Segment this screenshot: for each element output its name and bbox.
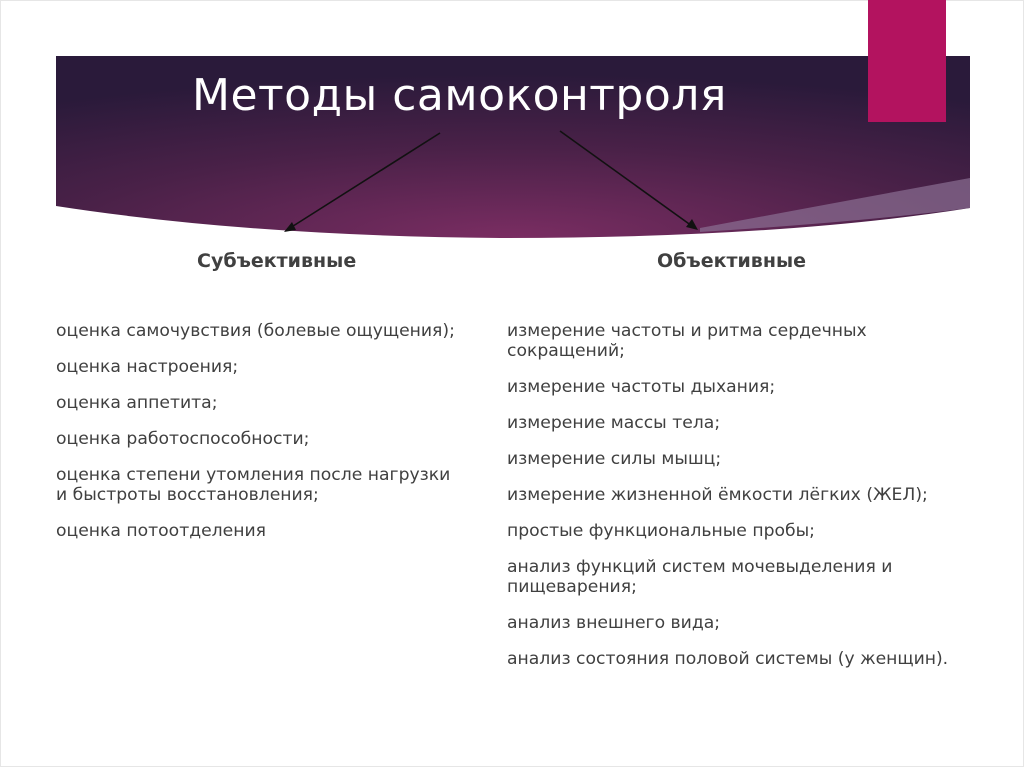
list-item: анализ состояния половой системы (у женщин). (507, 649, 949, 669)
list-item: измерение частоты и ритма сердечных сокращений; (507, 321, 867, 361)
accent-rectangle (868, 0, 946, 122)
list-item: оценка настроения; (56, 357, 239, 377)
list-item: оценка работоспособности; (56, 429, 310, 449)
list-item: измерение жизненной ёмкости лёгких (ЖЕЛ); (507, 485, 928, 505)
list-item: оценка аппетита; (56, 393, 218, 413)
list-item: простые функциональные пробы; (507, 521, 815, 541)
subjective-header: Субъективные (197, 250, 357, 272)
objective-list (507, 321, 977, 685)
list-item: оценка самочувствия (болевые ощущения); (56, 321, 455, 341)
objective-header: Объективные (657, 250, 807, 272)
slide-title: Методы самоконтроля (192, 70, 727, 121)
subjective-list (56, 321, 466, 557)
list-item: оценка потоотделения (56, 521, 266, 541)
list-item: анализ внешнего вида; (507, 613, 721, 633)
list-item: измерение массы тела; (507, 413, 721, 433)
list-item: анализ функций систем мочевыделения и пищеварения; (507, 557, 893, 597)
list-item: измерение силы мышц; (507, 449, 722, 469)
list-item: измерение частоты дыхания; (507, 377, 776, 397)
list-item: оценка степени утомления после нагрузки и быстроты восстановления; (56, 465, 451, 505)
